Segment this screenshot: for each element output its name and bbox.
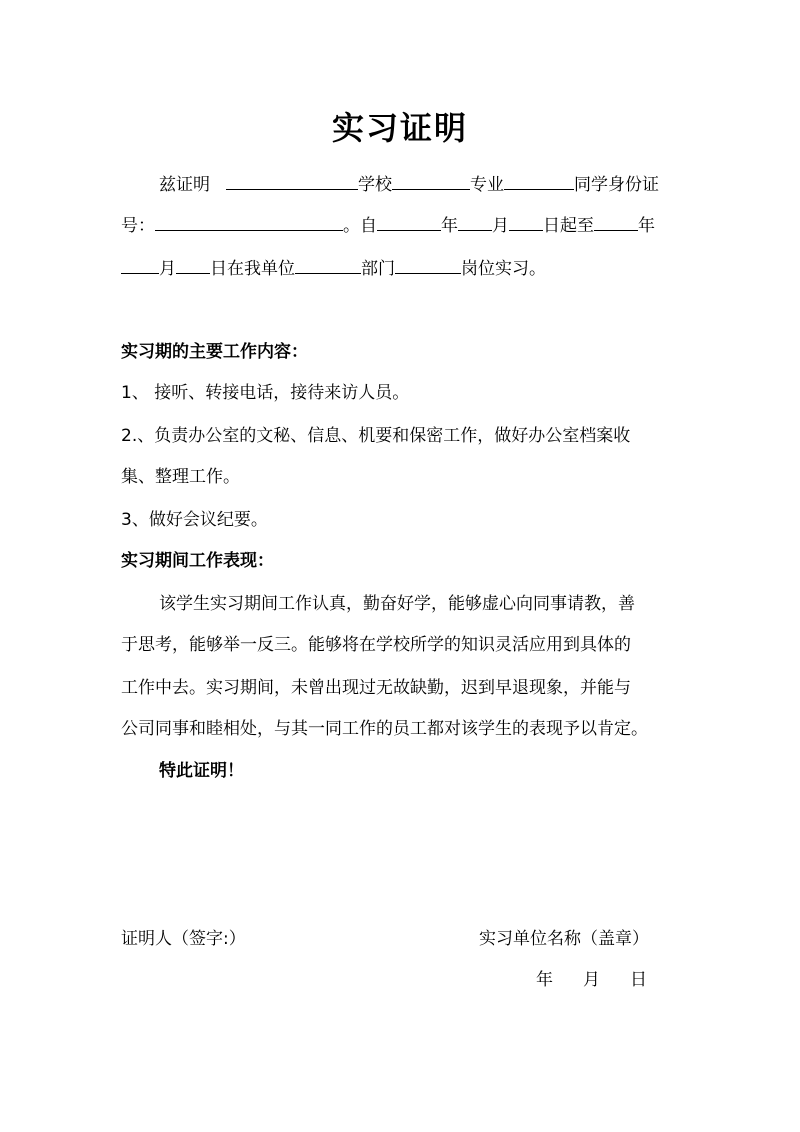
performance-line-3: 工作中去。实习期间，未曾出现过无故缺勤，迟到早退现象，并能与 <box>121 678 631 698</box>
blank-major <box>392 171 470 190</box>
certifier-signature-label: 证明人（签字:） <box>121 929 246 949</box>
certify-text: 学校 <box>358 175 392 195</box>
blank-student <box>504 171 574 190</box>
signature-date <box>536 968 647 992</box>
blank-school <box>226 171 358 190</box>
certify-text: 兹证明 <box>159 175 210 195</box>
date-month: 月 <box>583 970 600 990</box>
page-title: 实习证明 <box>331 109 468 147</box>
certify-line-2 <box>121 212 655 238</box>
certify-text: 月 <box>492 216 509 236</box>
blank-start-day <box>509 212 543 231</box>
closing-statement: 特此证明！ <box>159 761 244 781</box>
certify-text: 日起至 <box>543 216 594 236</box>
duty-item-3: 3、做好会议纪要。 <box>121 510 268 530</box>
blank-end-day <box>176 255 210 274</box>
company-seal-label: 实习单位名称（盖章） <box>479 929 649 949</box>
certify-text: 年 <box>638 216 655 236</box>
certify-text: 日在我单位 <box>210 259 295 279</box>
blank-id-number <box>155 212 343 231</box>
blank-start-year <box>377 212 441 231</box>
duty-item-2-line-1: 2.、负责办公室的文秘、信息、机要和保密工作，做好办公室档案收 <box>121 426 631 446</box>
certify-text: 年 <box>441 216 458 236</box>
certify-text: 同学身份证 <box>574 175 659 195</box>
blank-start-month <box>458 212 492 231</box>
certify-text: 月 <box>159 259 176 279</box>
duty-item-2-line-2: 集、整理工作。 <box>121 467 240 487</box>
certify-text: 部门 <box>361 259 395 279</box>
blank-position <box>395 255 461 274</box>
certify-text: 。自 <box>343 216 377 236</box>
certify-text: 专业 <box>470 175 504 195</box>
certify-line-3 <box>121 255 546 281</box>
performance-line-1: 该学生实习期间工作认真，勤奋好学，能够虚心向同事请教，善 <box>159 594 635 614</box>
blank-end-year <box>594 212 638 231</box>
date-day: 日 <box>630 970 647 990</box>
performance-line-4: 公司同事和睦相处，与其一同工作的员工都对该学生的表现予以肯定。 <box>121 719 648 739</box>
blank-end-month <box>121 255 159 274</box>
duties-heading: 实习期的主要工作内容： <box>121 342 308 362</box>
performance-heading: 实习期间工作表现： <box>121 551 274 571</box>
certify-text: 岗位实习。 <box>461 259 546 279</box>
certify-text: 号： <box>121 216 155 236</box>
performance-line-2: 于思考，能够举一反三。能够将在学校所学的知识灵活应用到具体的 <box>121 635 631 655</box>
blank-department <box>295 255 361 274</box>
date-year: 年 <box>536 970 553 990</box>
certify-line-1 <box>159 171 659 197</box>
duty-item-1: 1、 接听、转接电话，接待来访人员。 <box>121 383 410 403</box>
